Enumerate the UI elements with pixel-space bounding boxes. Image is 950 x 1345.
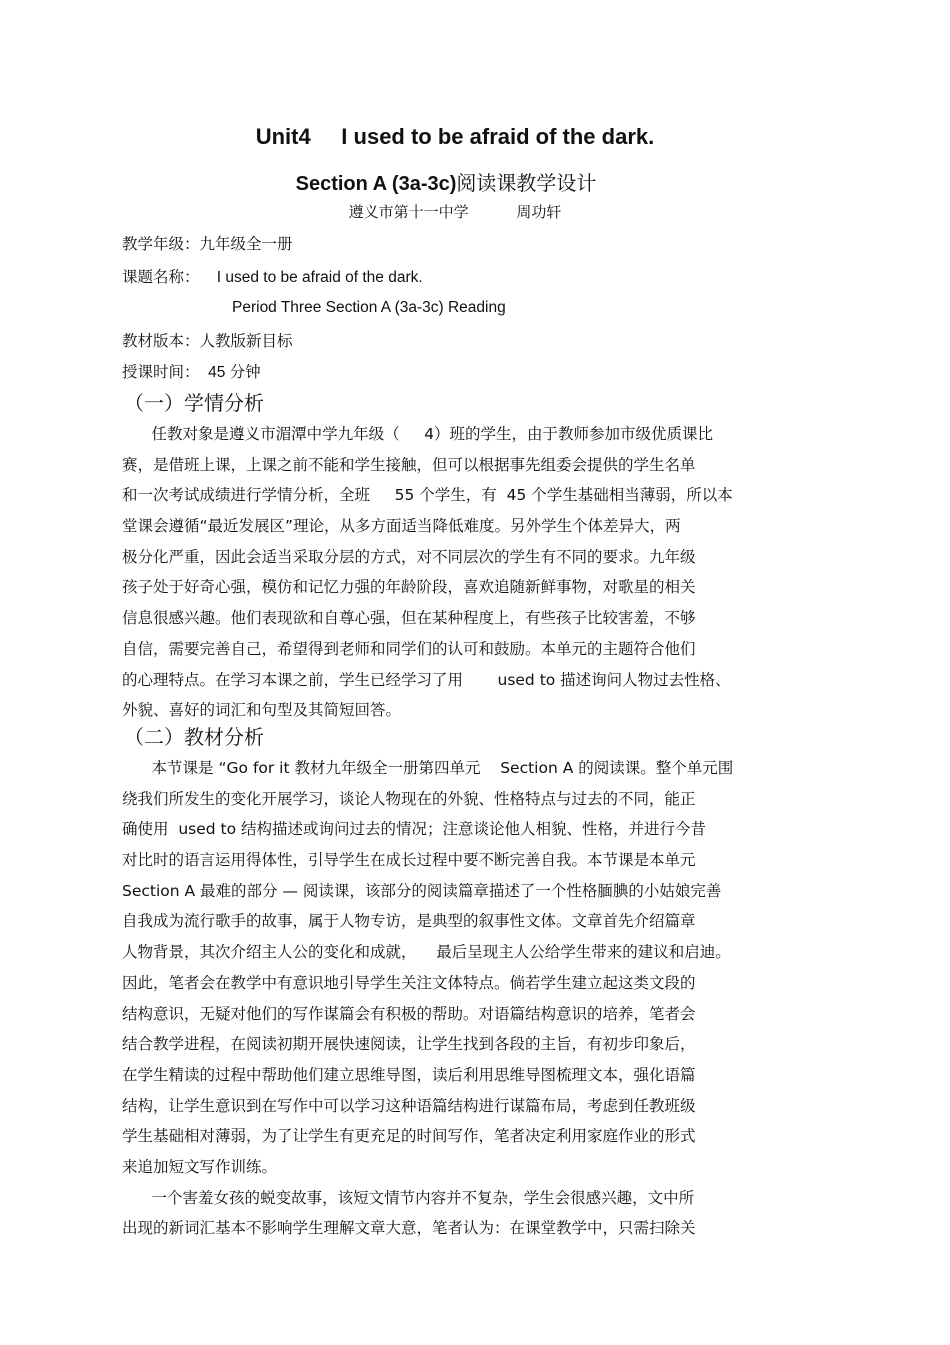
- paragraph-line: 自我成为流行歌手的故事，属于人物专访，是典型的叙事性文体。文章首先介绍篇章: [122, 912, 696, 931]
- paragraph-line: 外貌、喜好的词汇和句型及其简短回答。: [122, 701, 402, 720]
- paragraph-line: 本节课是 “Go for it 教材九年级全一册第四单元 Section A 的阅读课。整个单元围: [122, 759, 734, 777]
- paragraph-line: 因此，笔者会在教学中有意识地引导学生关注文体特点。倘若学生建立起这类文段的: [122, 973, 696, 992]
- paragraph-line: 来追加短文写作训练。: [122, 1157, 278, 1176]
- meta-edition: [122, 329, 293, 351]
- paragraph-line: 赛，是借班上课，上课之前不能和学生接触，但可以根据事先组委会提供的学生名单: [122, 455, 696, 474]
- meta-grade: [122, 232, 293, 254]
- paragraph-line: 一个害羞女孩的蜕变故事，该短文情节内容并不复杂，学生会很感兴趣，文中所: [122, 1188, 695, 1207]
- section2-body: [122, 753, 827, 1244]
- paragraph-line: 学生基础相对薄弱，为了让学生有更充足的时间写作，笔者决定利用家庭作业的形式: [122, 1127, 696, 1146]
- author-line: 遵义市第十一中学 周功轩: [348, 203, 562, 221]
- meta-grade-value: 九年级全一册: [199, 236, 293, 253]
- paragraph-line: 确使用 used to 结构描述或询问过去的情况；注意谈论他人相貌、性格，并进行今昔: [122, 820, 707, 839]
- paragraph-line: 孩子处于好奇心强，模仿和记忆力强的年龄阶段，喜欢追随新鲜事物，对歌星的相关: [122, 578, 696, 597]
- paragraph-line: 极分化严重，因此会适当采取分层的方式，对不同层次的学生有不同的要求。九年级: [122, 547, 696, 566]
- paragraph-line: 的心理特点。在学习本课之前，学生已经学习了用 used to 描述询问人物过去性格、: [122, 670, 731, 689]
- meta-edition-value: 人教版新目标: [199, 333, 293, 350]
- meta-topic-period: [232, 298, 506, 317]
- meta-time-value: 45 分钟: [199, 364, 261, 381]
- meta-topic-value: I used to be afraid of the dark.: [199, 269, 423, 286]
- subtitle-section: Section A (3a-3c): [295, 173, 457, 195]
- paragraph-line: 信息很感兴趣。他们表现欲和自尊心强，但在某种程度上，有些孩子比较害羞，不够: [122, 609, 696, 628]
- meta-topic: [122, 265, 423, 287]
- paragraph-line: 出现的新词汇基本不影响学生理解文章大意，笔者认为：在课堂教学中，只需扫除关: [122, 1219, 696, 1238]
- paragraph-line: 在学生精读的过程中帮助他们建立思维导图，读后利用思维导图梳理文本，强化语篇: [122, 1065, 696, 1084]
- document-title: Unit4 I used to be afraid of the dark.: [255, 124, 655, 149]
- meta-topic-label: 课题名称：: [122, 268, 200, 286]
- document-subtitle: [0, 167, 892, 196]
- paragraph-line: 任教对象是遵义市湄潭中学九年级（ 4）班的学生，由于教师参加市级优质课比: [122, 425, 714, 443]
- paragraph-line: 绕我们所发生的变化开展学习，谈论人物现在的外貌、性格特点与过去的不同，能正: [122, 789, 696, 808]
- paragraph-line: 自信，需要完善自己，希望得到老师和同学们的认可和鼓励。本单元的主题符合他们: [122, 639, 696, 658]
- subtitle-design: 阅读课教学设计: [456, 173, 597, 195]
- section2-heading: （二）教材分析: [124, 725, 264, 749]
- meta-topic-value2: Period Three Section A (3a-3c) Reading: [232, 299, 506, 316]
- paragraph-line: 结合教学进程，在阅读初期开展快速阅读，让学生找到各段的主旨，有初步印象后，: [122, 1035, 696, 1054]
- paragraph-line: 人物背景，其次介绍主人公的变化和成就， 最后呈现主人公给学生带来的建议和启迪。: [122, 943, 731, 962]
- paragraph-line: 对比时的语言运用得体性，引导学生在成长过程中要不断完善自我。本节课是本单元: [122, 851, 696, 870]
- meta-edition-label: 教材版本：: [122, 332, 200, 350]
- paragraph-line: 结构意识，无疑对他们的写作谋篇会有积极的帮助。对语篇结构意识的培养，笔者会: [122, 1004, 696, 1023]
- meta-grade-label: 教学年级：: [122, 235, 200, 253]
- meta-time-label: 授课时间：: [122, 363, 200, 381]
- paragraph-line: Section A 最难的部分 — 阅读课，该部分的阅读篇章描述了一个性格腼腆的小姑娘完善: [122, 881, 722, 900]
- meta-time: [122, 360, 261, 382]
- paragraph-line: 堂课会遵循“最近发展区”理论，从多方面适当降低难度。另外学生个体差异大，两: [122, 517, 681, 536]
- paragraph-line: 结构，让学生意识到在写作中可以学习这种语篇结构进行谋篇布局，考虑到任教班级: [122, 1096, 696, 1115]
- section1-heading: （一）学情分析: [124, 391, 264, 415]
- paragraph-line: 和一次考试成绩进行学情分析，全班 55 个学生，有 45 个学生基础相当薄弱，所以本: [122, 486, 733, 505]
- section1-body: [122, 419, 827, 726]
